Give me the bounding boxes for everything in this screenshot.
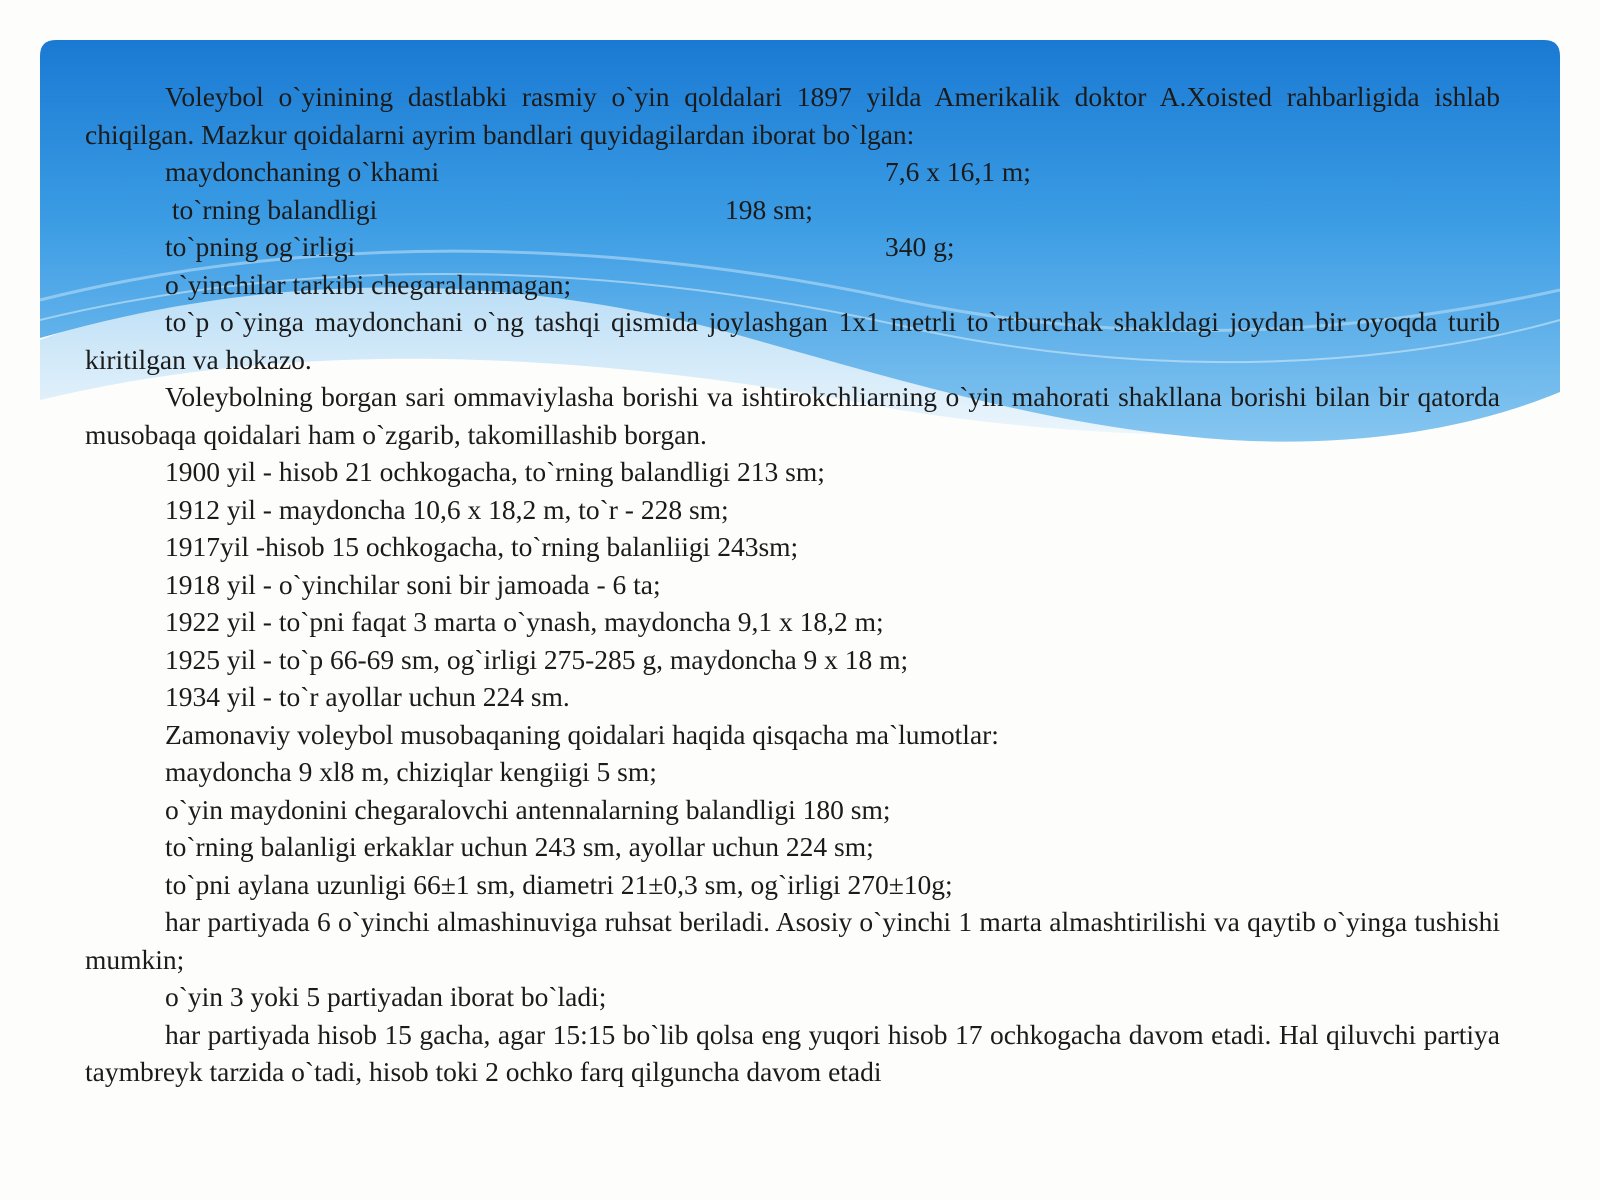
modern-rule: har partiyada hisob 15 gacha, agar 15:15 bo`lib qolsa eng yuqori hisob 17 ochkogacha davom etadi. Hal qiluvchi partiya taymbreyk tarzida o`tadi, hisob toki 2 ochko farq qilguncha davom etadi xyxy=(85,1018,1500,1087)
modern-rule: to`rning balanligi erkaklar uchun 243 sm, ayollar uchun 224 sm; xyxy=(165,831,874,862)
modern-rule: har partiyada 6 o`yinchi almashinuviga ruhsat beriladi. Asosiy o`yinchi 1 marta almashtirilishi va qaytib o`yinga tushishi mumkin; xyxy=(85,906,1500,975)
serve-paragraph: to`p o`yinga maydonchani o`ng tashqi qismida joylashgan 1x1 metrli to`rtburchak shakldagi joydan bir oyoqda turib kiritilgan va hokazo. xyxy=(85,306,1500,375)
players-line: o`yinchilar tarkibi chegaralanmagan; xyxy=(165,268,572,300)
rule-label: to`pning og`irligi xyxy=(165,231,356,262)
history-line: 1917yil -hisob 15 ochkogacha, to`rning balanliigi 243sm; xyxy=(165,531,799,562)
history-line: 1925 yil - to`p 66-69 sm, og`irligi 275-285 g, maydoncha 9 x 18 m; xyxy=(165,643,909,675)
history-line: 1912 yil - maydoncha 10,6 x 18,2 m, to`r - 228 sm; xyxy=(165,493,729,525)
history-line: 1922 yil - to`pni faqat 3 marta o`ynash, maydoncha 9,1 x 18,2 m; xyxy=(165,606,884,637)
rule-row-ball-weight xyxy=(85,228,1500,266)
history-line: 1934 yil - to`r ayollar uchun 224 sm. xyxy=(165,681,570,712)
rule-value: 198 sm; xyxy=(725,193,813,225)
modern-rule: o`yin 3 yoki 5 partiyadan iborat bo`ladi; xyxy=(165,981,607,1012)
slide-body xyxy=(85,78,1500,1091)
rule-row-net-height xyxy=(85,191,1500,229)
modern-rule: to`pni aylana uzunligi 66±1 sm, diametri 21±0,3 sm, og`irligi 270±10g; xyxy=(165,868,953,900)
rule-label: to`rning balandligi xyxy=(165,193,378,225)
rule-label: maydonchaning o`khami xyxy=(165,156,440,187)
modern-rule: o`yin maydonini chegaralovchi antennalarning balandligi 180 sm; xyxy=(165,793,891,825)
rule-value: 340 g; xyxy=(885,231,955,262)
history-line: 1900 yil - hisob 21 ochkogacha, to`rning balandligi 213 sm; xyxy=(165,456,825,487)
intro-paragraph: Voleybol o`yinining dastlabki rasmiy o`yin qoldalari 1897 yilda Amerikalik doktor A.Xoisted rahbarligida ishlab chiqilgan. Mazkur qoidalarni ayrim bandlari quyidagilardan iborat bo`lgan: xyxy=(85,81,1500,150)
modern-rule: maydoncha 9 xl8 m, chiziqlar kengiigi 5 sm; xyxy=(165,756,657,787)
rule-value: 7,6 x 16,1 m; xyxy=(885,156,1031,187)
rule-row-court-size xyxy=(85,153,1500,191)
history-line: 1918 yil - o`yinchilar soni bir jamoada - 6 ta; xyxy=(165,568,661,600)
evolution-paragraph: Voleybolning borgan sari ommaviylasha borishi va ishtirokchliarning o`yin mahorati shakllana borishi bilan bir qatorda musobaqa qoidalari ham o`zgarib, takomillashib borgan. xyxy=(85,381,1500,450)
modern-intro: Zamonaviy voleybol musobaqaning qoidalari haqida qisqacha ma`lumotlar: xyxy=(165,718,999,750)
